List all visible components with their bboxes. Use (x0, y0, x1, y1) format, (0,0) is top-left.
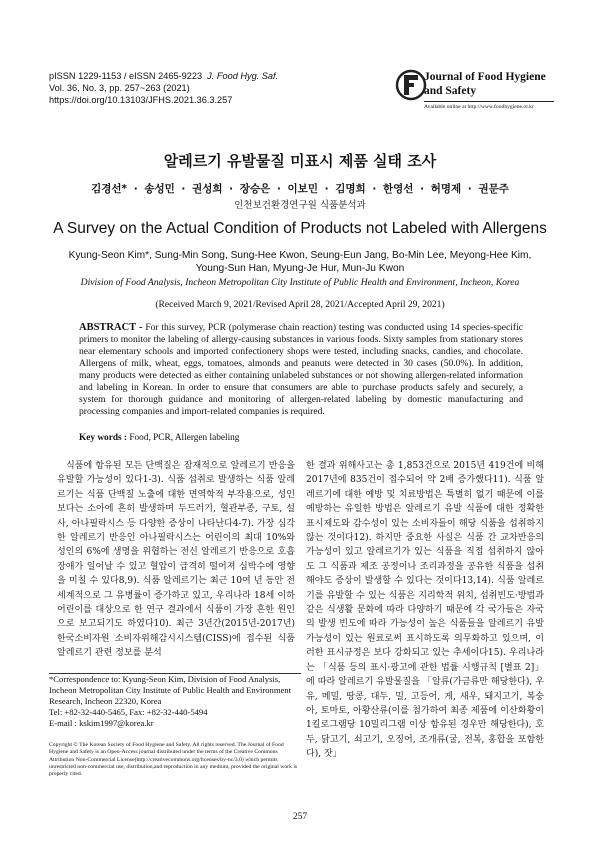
english-affiliation: Division of Food Analysis, Incheon Metropolitan City Institute of Public Health and Environment, Incheon, Korea (80, 277, 520, 288)
korean-affiliation: 인천보건환경연구원 식품분석과 (234, 200, 366, 211)
page-number: 257 (292, 812, 308, 822)
copyright-notice: Copyright © The Korean Society of Food Hygiene and Safety. All rights reserved. The Journal of Food Hygiene and Safety is an Open-Access journal distributed under the terms of the Creative Commons Attribution Non-Commercial License(http://creativecommons.org/licenses/by-nc/3.0) which permits unrestricted non-commercial use, distribution,and reproduction in any medium, provided the original work is properly cited. (49, 742, 298, 778)
received-dates: (Received March 9, 2021/Revised April 28, 2021/Accepted April 29, 2021) (155, 299, 445, 310)
issn-line: pISSN 1229-1153 / eISSN 2465-9223 J. Food Hyg. Saf. (49, 71, 279, 81)
body-column-right: 한 결과 위해사고는 총 1,853건으로 2015년 419건에 비해 2017년에 835건이 접수되어 약 2배 증가했다11). 식품 알레르기에 대한 예방 및 치료방법은 특별히 없기 때문에 이를 예방하는 유일한 방법은 알레르기 유발 식품에 대한 정확한 표시제도와 감수성이 있는 소비자들이 해당 식품을 섭취하지 않는 것이다12). 하지만 중요한 사실은 식품 간 교차반응의 가능성이 있고 알레르기가 있는 식품을 직접 섭취하지 않아도 그 식품과 제조 공정이나 조리과정을 공유한 식품을 섭취해야도 증상이 발생할 수 있다는 것이다13,14). 식품 알레르기를 유발할 수 있는 식품은 지리학적 위치, 섭취빈도·방법과 같은 식생활 문화에 따라 다양하기 때문에 각 국가들은 자국의 발생 빈도에 따라 가능성이 높은 식품들을 알레르기 유발 가능성이 있는 원료로써 표시하도록 의무화하고 있으며, 이러한 표시규정은 보다 강화되고 있는 추세이다15). 우리나라는 「식품 등의 표시·광고에 관한 법률 시행규칙 [별표 2]」에 따라 알레르기 유발물질을 「알류(가금류만 해당한다), 우유, 메밀, 땅콩, 대두, 밀, 고등어, 게, 새우, 돼지고기, 복숭아, 토마토, 아황산류(이를 첨가하여 최종 제품에 이산화황이 1킬로그램당 10밀리그램 이상 함유된 경우만 해당한다), 호두, 닭고기, 쇠고기, 오징어, 조개류(굴, 전복, 홍합을 포함한다), 잣」 (306, 461, 544, 760)
abstract-text: For this survey, PCR (polymerase chain reaction) testing was conducted using 14 species-specific primers to monitor the labeling of allergy-causing substances in various foods. Sixty samples from stationary stores near elementary schools and imported confectionery shops were tested, including snacks, candies, and chocolate. Allergens of milk, wheat, eggs, tomatoes, almonds and peanuts were detected in 30 cases (50.0%). In addition, many products were detected as either containing unlabeled substances or not showing allergen-related information and labeling in Korean. In order to ensure that consumers are able to purchase products safely and securely, a system for thorough guidance and monitoring of allergen-related labeling by domestic manufacturing and processing companies and import-related companies is required. (79, 322, 523, 418)
keywords (79, 433, 239, 443)
keywords-label: Key words : (79, 433, 128, 443)
doi-link[interactable]: https://doi.org/10.13103/JFHS.2021.36.3.257 (49, 95, 233, 105)
journal-title: Journal of Food Hygiene and Safety (424, 71, 546, 97)
body-column-left: 식품에 함유된 모든 단백질은 잠재적으로 알레르기 반응을 유발할 가능성이 있다1-3). 식품 섭취로 발생하는 식품 알레르기는 식품 단백질 노출에 대한 면역학적 부작용으로, 성인보다는 소아에 흔히 발생하며 두드러기, 혈관부종, 구토, 설사, 아나필락시스 등 다양한 증상이 나타난다4-7). 가장 심각한 알레르기 반응인 아나필락시스는 어린이의 최대 10%와 성인의 6%에 생명을 위협하는 전신 알레르기 반응으로 호흡 장애가 일어날 수 있고 혈압이 급격히 떨어져 심박수에 영향을 미칠 수 있다8,9). 식품 알레르기는 최근 10여 년 동안 전 세계적으로 그 유병률이 증가하고 있고, 우리나라 18세 이하 어린이를 대상으로 한 연구 결과에서 식품이 가장 흔한 원인으로 보고되기도 하였다10). 최근 3년간(2015년-2017년) 한국소비자원 소비자위해감시시스템(CISS)에 접수된 식품 알레르기 관련 정보를 분석 (57, 461, 295, 659)
correspondence-line: *Correspondence to: Kyung-Seon Kim, Division of Food Analysis, Incheon Metropolitan City Institute of Public Health and Environment Research, Incheon 22320, Korea (49, 674, 292, 706)
header-divider (424, 101, 554, 102)
journal-abbrev: J. Food Hyg. Saf. (207, 71, 279, 81)
correspondence-footnote (49, 674, 303, 729)
korean-title: 알레르기 유발물질 미표시 제품 실태 조사 (163, 152, 437, 170)
email-line[interactable]: E-mail : kskim1997@korea.kr (49, 718, 154, 728)
publication-metadata (49, 70, 278, 106)
keywords-text: Food, PCR, Allergen labeling (129, 433, 240, 443)
abstract (79, 322, 523, 418)
english-title: A Survey on the Actual Condition of Products not Labeled with Allergens (53, 220, 547, 237)
english-authors: Kyung-Seon Kim*, Sung-Min Song, Sung-Hee Kwon, Seung-Eun Jang, Bo-Min Lee, Meyong-Hee Kim, Young-Sun Han, Myung-Je Hur, Mun-Ju Kwon (68, 250, 532, 274)
journal-url[interactable]: Available online at http://www.foodhygiene.or.kr (424, 104, 534, 110)
volume-line: Vol. 36, No. 3, pp. 257~263 (2021) (49, 83, 190, 93)
phone-fax-line: Tel: +82-32-440-5465, Fax: +82-32-440-5494 (49, 707, 208, 717)
korean-authors: 김경선* · 송성민 · 권성희 · 장승은 · 이보민 · 김명희 · 한영선 · 허명제 · 권문주 (91, 183, 509, 195)
journal-logo-icon (395, 68, 427, 102)
abstract-label: ABSTRACT - (79, 322, 143, 333)
